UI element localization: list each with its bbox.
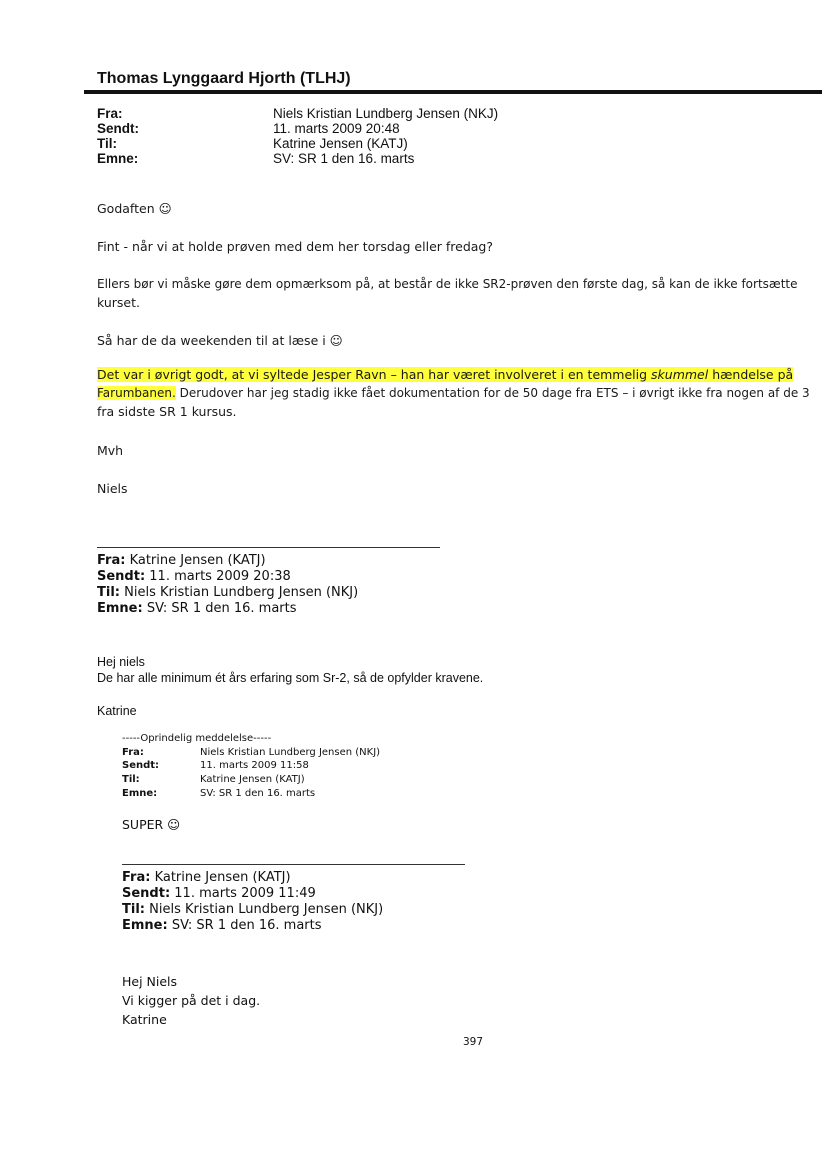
document-title: Thomas Lynggaard Hjorth (TLHJ)	[97, 70, 351, 87]
msg2-sent	[97, 569, 291, 584]
header-to-value: Katrine Jensen (KATJ)	[273, 136, 408, 151]
msg4-subject-value: SV: SR 1 den 16. marts	[167, 918, 322, 933]
msg4-to-value: Niels Kristian Lundberg Jensen (NKJ)	[144, 902, 384, 917]
msg3-subject-value: SV: SR 1 den 16. marts	[200, 788, 316, 799]
msg2-sent-value: 11. marts 2009 20:38	[145, 569, 291, 584]
greeting: Godaften ☺	[97, 201, 172, 216]
msg2-line-1: Hej niels	[97, 655, 145, 669]
msg4-sent-label: Sendt:	[122, 886, 171, 901]
page-number: 397	[463, 1036, 484, 1048]
msg3-body: SUPER ☺	[122, 817, 181, 832]
paragraph-4-line-2	[97, 386, 810, 400]
msg2-subject	[97, 601, 297, 616]
msg2-from-value: Katrine Jensen (KATJ)	[125, 553, 266, 568]
title-rule	[84, 90, 822, 94]
msg4-to	[122, 902, 383, 917]
paragraph-1: Fint - når vi at holde prøven med dem her torsdag eller fredag?	[97, 239, 493, 254]
highlight-text: Det var i øvrigt godt, at vi syltede Jesper Ravn – han har været involveret i en temmelig	[97, 367, 652, 382]
msg4-signature: Katrine	[122, 1012, 167, 1027]
msg3-to-label: Til:	[122, 774, 140, 785]
highlight-farumbanen: Farumbanen.	[97, 386, 176, 400]
header-sent-label: Sendt:	[97, 121, 139, 136]
msg2-to-value: Niels Kristian Lundberg Jensen (NKJ)	[119, 585, 359, 600]
msg4-sent-value: 11. marts 2009 11:49	[170, 886, 316, 901]
paragraph-4-line-3: fra sidste SR 1 kursus.	[97, 404, 237, 419]
separator-2	[122, 864, 465, 865]
msg2-from-label: Fra:	[97, 553, 126, 568]
msg3-from-value: Niels Kristian Lundberg Jensen (NKJ)	[200, 747, 381, 758]
separator-1	[97, 547, 440, 548]
paragraph-4-line-1	[97, 367, 793, 382]
msg2-to	[97, 585, 358, 600]
original-message-marker: -----Oprindelig meddelelse-----	[122, 733, 272, 744]
header-subject-label: Emne:	[97, 151, 139, 166]
paragraph-4-line-2-rest: Derudover har jeg stadig ikke fået dokumentation for de 50 dage fra ETS – i øvrigt ikke fra nogen af de 3	[175, 386, 810, 400]
highlight-emphasis: skummel	[651, 367, 709, 382]
header-from-value: Niels Kristian Lundberg Jensen (NKJ)	[273, 106, 499, 121]
paragraph-2-line-1: Ellers bør vi måske gøre dem opmærksom på, at består de ikke SR2-prøven den første dag, så kan de ikke fortsætte	[97, 277, 798, 291]
msg2-sent-label: Sendt:	[97, 569, 146, 584]
header-subject-value: SV: SR 1 den 16. marts	[273, 151, 415, 166]
signature-niels: Niels	[97, 481, 128, 496]
msg4-from-value: Katrine Jensen (KATJ)	[150, 870, 291, 885]
msg4-subject-label: Emne:	[122, 918, 168, 933]
highlight-text-end: hændelse på	[708, 367, 794, 382]
msg4-from	[122, 870, 291, 885]
msg2-from	[97, 553, 266, 568]
msg3-sent-value: 11. marts 2009 11:58	[200, 760, 309, 771]
msg4-to-label: Til:	[122, 902, 145, 917]
msg4-sent	[122, 886, 316, 901]
msg2-subject-value: SV: SR 1 den 16. marts	[142, 601, 297, 616]
paragraph-3: Så har de da weekenden til at læse i ☺	[97, 333, 343, 348]
msg2-subject-label: Emne:	[97, 601, 143, 616]
header-to-label: Til:	[97, 136, 117, 151]
msg4-line-2: Vi kigger på det i dag.	[122, 993, 261, 1008]
msg3-sent-label: Sendt:	[122, 760, 160, 771]
msg2-signature: Katrine	[97, 704, 137, 718]
msg4-from-label: Fra:	[122, 870, 151, 885]
header-from-label: Fra:	[97, 106, 123, 121]
msg4-subject	[122, 918, 322, 933]
msg2-line-2: De har alle minimum ét års erfaring som Sr-2, så de opfylder kravene.	[97, 671, 484, 685]
msg4-line-1: Hej Niels	[122, 974, 178, 989]
msg3-to-value: Katrine Jensen (KATJ)	[200, 774, 305, 785]
closing: Mvh	[97, 443, 124, 458]
msg3-from-label: Fra:	[122, 747, 144, 758]
msg3-subject-label: Emne:	[122, 788, 158, 799]
msg2-to-label: Til:	[97, 585, 120, 600]
paragraph-2-line-2: kurset.	[97, 295, 140, 310]
header-sent-value: 11. marts 2009 20:48	[273, 121, 400, 136]
